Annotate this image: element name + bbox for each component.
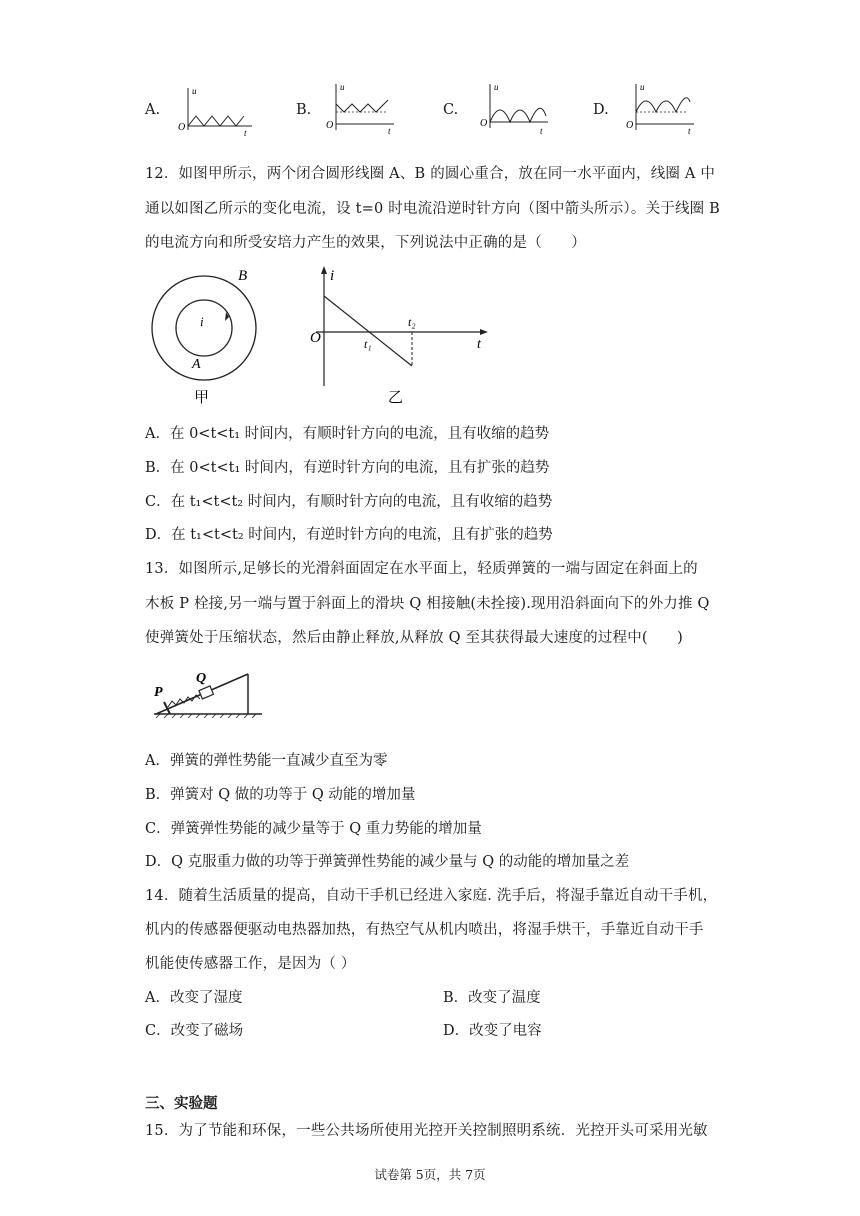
coil-a <box>176 300 232 356</box>
q12-option-a: A．在 0<t<t₁ 时间内，有顺时针方向的电流，且有收缩的趋势 <box>145 426 550 442</box>
q13-stem-line-3: 使弹簧处于压缩状态，然后由静止释放,从释放 Q 至其获得最大速度的过程中( ) <box>145 630 684 646</box>
svg-text:i: i <box>330 268 335 284</box>
svg-text:O: O <box>626 120 634 131</box>
svg-text:t: t <box>388 126 391 136</box>
section-heading: 三、实验题 <box>145 1095 218 1112</box>
svg-text:O: O <box>326 120 334 131</box>
q12-figure-yi <box>302 262 502 410</box>
q14-stem-line-1: 14．随着生活质量的提高，自动干手机已经进入家庭. 洗手后，将湿手靠近自动干手机， <box>145 888 718 904</box>
svg-text:u: u <box>340 82 345 92</box>
q11-option-b-label: B. <box>296 102 312 118</box>
q13-option-c: C．弹簧弹性势能的减少量等于 Q 重力势能的增加量 <box>145 821 482 837</box>
page-footer: 试卷第 5页，共 7页 <box>374 1167 486 1182</box>
svg-text:t₁: t₁ <box>364 337 372 351</box>
q12-option-c: C．在 t₁<t<t₂ 时间内，有顺时针方向的电流，且有收缩的趋势 <box>145 494 553 510</box>
q13-incline-figure <box>150 660 268 722</box>
q14-stem-line-3: 机能使传感器工作，是因为（ ） <box>145 956 356 972</box>
q12-stem-line-1: 12．如图甲所示，两个闭合圆形线圈 A、B 的圆心重合，放在同一水平面内，线圈 A 中 <box>145 166 716 182</box>
q14-option-a: A．改变了湿度 <box>145 990 243 1006</box>
svg-text:u: u <box>192 86 197 96</box>
q13-stem-line-2: 木板 P 栓接,另一端与置于斜面上的滑块 Q 相接触(未拴接).现用沿斜面向下的外力推 Q <box>145 596 710 612</box>
q14-stem-line-2: 机内的传感器便驱动电热器加热，有热空气从机内喷出，将湿手烘干，手靠近自动干手 <box>145 922 704 938</box>
svg-text:t: t <box>688 126 691 136</box>
q13-stem-line-1: 13．如图所示,足够长的光滑斜面固定在水平面上，轻质弹簧的一端与固定在斜面上的 <box>145 561 698 577</box>
svg-text:B: B <box>238 268 248 284</box>
q11-graph-b <box>322 80 398 136</box>
q12-stem-line-2: 通以如图乙所示的变化电流，设 t=0 时电流沿逆时针方向（图中箭头所示）。关于线圈 B <box>145 201 721 217</box>
svg-text:Q: Q <box>196 671 207 686</box>
q14-option-b: B．改变了温度 <box>443 990 541 1006</box>
q14-option-c: C．改变了磁场 <box>145 1023 244 1039</box>
q12-stem-line-3: 的电流方向和所受安培力产生的效果，下列说法中正确的是（ ） <box>145 235 586 251</box>
q12-figure-jia <box>148 262 268 410</box>
q13-option-a: A．弹簧的弹性势能一直减少直至为零 <box>145 753 388 769</box>
svg-text:O: O <box>178 122 186 133</box>
q13-option-d: D．Q 克服重力做的功等于弹簧弹性势能的减少量与 Q 的动能的增加量之差 <box>145 854 630 870</box>
svg-text:u: u <box>640 82 645 92</box>
q11-option-d-label: D. <box>593 102 609 118</box>
svg-text:t: t <box>477 337 481 352</box>
t-axis-arrow-icon <box>480 329 488 335</box>
svg-text:i: i <box>200 314 204 329</box>
q11-graph-a <box>176 84 254 136</box>
svg-text:甲: 甲 <box>194 390 210 406</box>
q12-option-d: D．在 t₁<t<t₂ 时间内，有逆时针方向的电流，且有扩张的趋势 <box>145 527 553 543</box>
svg-text:t: t <box>244 128 247 136</box>
svg-text:P: P <box>154 685 163 700</box>
spring <box>168 695 200 707</box>
svg-text:u: u <box>494 82 499 92</box>
q13-option-b: B．弹簧对 Q 做的功等于 Q 动能的增加量 <box>145 787 416 803</box>
q11-option-a-label: A. <box>145 102 161 118</box>
slider-q <box>199 686 214 699</box>
svg-text:O: O <box>480 118 488 129</box>
svg-text:t: t <box>540 126 543 136</box>
q14-option-d: D．改变了电容 <box>443 1023 542 1039</box>
svg-text:乙: 乙 <box>388 390 404 406</box>
svg-text:O: O <box>310 330 321 346</box>
svg-text:A: A <box>192 357 201 372</box>
svg-text:t₂: t₂ <box>408 315 416 329</box>
i-axis-arrow-icon <box>321 266 327 274</box>
q12-option-b: B．在 0<t<t₁ 时间内，有逆时针方向的电流，且有扩张的趋势 <box>145 460 550 476</box>
q15-stem-line-1: 15．为了节能和环保，一些公共场所使用光控开关控制照明系统．光控开头可采用光敏 <box>145 1123 708 1139</box>
coil-b <box>152 276 256 380</box>
q11-graph-c <box>476 80 552 136</box>
q11-option-c-label: C. <box>443 102 459 118</box>
q11-graph-d <box>622 80 698 136</box>
